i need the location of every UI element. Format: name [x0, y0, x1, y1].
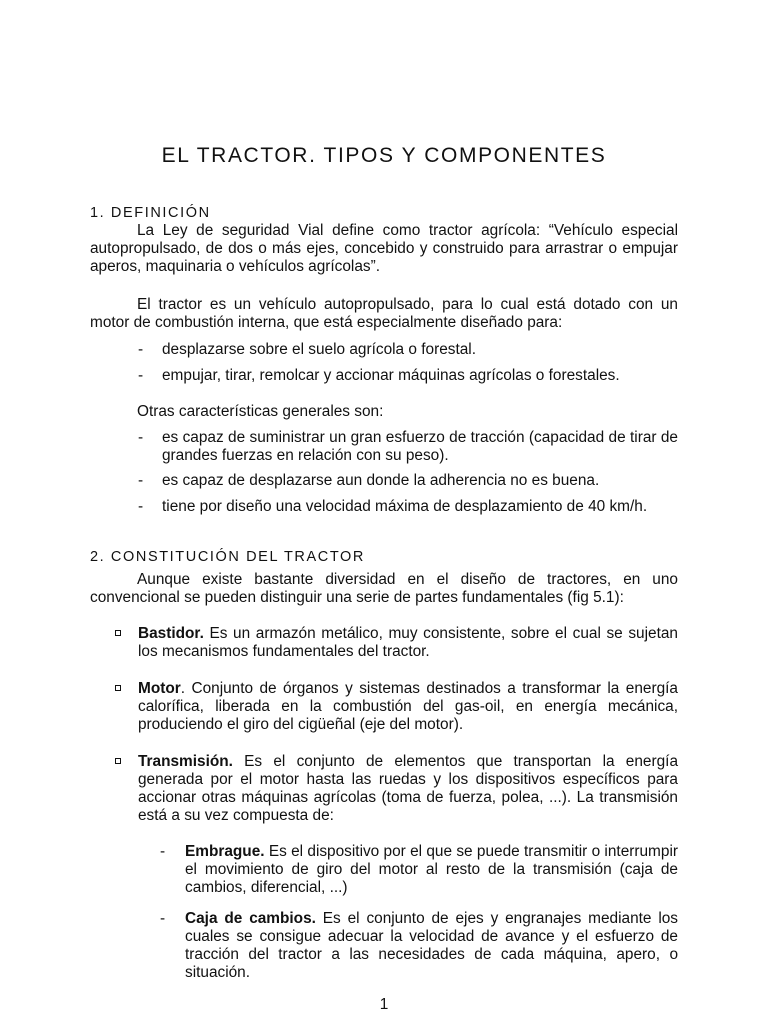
page-title: EL TRACTOR. TIPOS Y COMPONENTES — [161, 144, 607, 167]
bullet-term: Bastidor. — [138, 625, 204, 642]
bullet-item-text: Motor. Conjunto de órganos y sistemas destinados a transformar la energía calorífica, liberada en la combustión del gas-oil, en energía mecánica, produciendo el giro del cigüeñal (eje del motor). — [138, 680, 678, 733]
dash-marker: - — [160, 910, 166, 927]
bullet-term: Motor — [138, 680, 181, 697]
bullet-item-motor — [112, 680, 678, 734]
list-item — [138, 472, 678, 490]
dash-marker: - — [138, 498, 144, 515]
list-item-text: tiene por diseño una velocidad máxima de desplazamiento de 40 km/h. — [162, 498, 648, 515]
list-item-text: desplazarse sobre el suelo agrícola o forestal. — [162, 341, 476, 358]
bullet-item-bastidor — [112, 625, 678, 661]
dash-marker: - — [138, 341, 144, 358]
list-item-text: es capaz de desplazarse aun donde la adherencia no es buena. — [162, 472, 600, 489]
bullet-item-transmision — [112, 753, 678, 825]
square-bullet-icon — [115, 630, 121, 636]
section-1-paragraph-3: Otras características generales son: — [137, 403, 384, 420]
square-bullet-icon — [115, 685, 121, 691]
dash-marker: - — [138, 367, 144, 384]
dash-marker: - — [138, 429, 144, 446]
list-item — [138, 498, 678, 516]
dash-marker: - — [138, 472, 144, 489]
bullet-item-text: Transmisión. Es el conjunto de elementos que transportan la energía generada por el motor hasta las ruedas y los dispositivos específicos para accionar otras máquinas agrícolas (toma de fuerza, polea, ...). La transmisión está a su vez compuesta de: — [138, 753, 678, 824]
section-1-paragraph-1: La Ley de seguridad Vial define como tractor agrícola: “Vehículo especial autopropulsado, de dos o más ejes, concebido y construido para arrastrar o empujar aperos, maquinaria o vehículos agrícolas”. — [90, 222, 678, 275]
dash-marker: - — [160, 843, 166, 860]
sub-item-caja-de-cambios — [160, 910, 678, 982]
section-1-paragraph-2: El tractor es un vehículo autopropulsado, para lo cual está dotado con un motor de combustión interna, que está especialmente diseñado para: — [90, 296, 678, 331]
sub-item-text: Embrague. Es el dispositivo por el que se puede transmitir o interrumpir el movimiento de giro del motor al resto de la transmisión (caja de cambios, diferencial, ...) — [185, 843, 678, 896]
sub-item-embrague — [160, 843, 678, 897]
sub-item-text: Caja de cambios. Es el conjunto de ejes y engranajes mediante los cuales se consigue adecuar la velocidad de avance y el esfuerzo de tracción del tractor a las necesidades de cada máquina, apero, o situación. — [185, 910, 678, 981]
list-item-text: es capaz de suministrar un gran esfuerzo de tracción (capacidad de tirar de grandes fuerzas en relación con su peso). — [162, 429, 678, 464]
square-bullet-icon — [115, 758, 121, 764]
list-item — [138, 341, 678, 359]
page-number: 1 — [379, 996, 389, 1013]
bullet-term: Transmisión. — [138, 753, 233, 770]
bullet-item-text: Bastidor. Es un armazón metálico, muy consistente, sobre el cual se sujetan los mecanismos fundamentales del tractor. — [138, 625, 678, 660]
section-2-paragraph-1: Aunque existe bastante diversidad en el diseño de tractores, en uno convencional se pueden distinguir una serie de partes fundamentales (fig 5.1): — [90, 571, 678, 606]
section-1-heading: 1. DEFINICIÓN — [90, 205, 211, 221]
list-item-text: empujar, tirar, remolcar y accionar máquinas agrícolas o forestales. — [162, 367, 620, 384]
list-item — [138, 367, 678, 385]
sub-item-term: Caja de cambios. — [185, 910, 316, 927]
sub-item-term: Embrague. — [185, 843, 265, 860]
list-item — [138, 429, 678, 465]
section-2-heading: 2. CONSTITUCIÓN DEL TRACTOR — [90, 549, 365, 565]
